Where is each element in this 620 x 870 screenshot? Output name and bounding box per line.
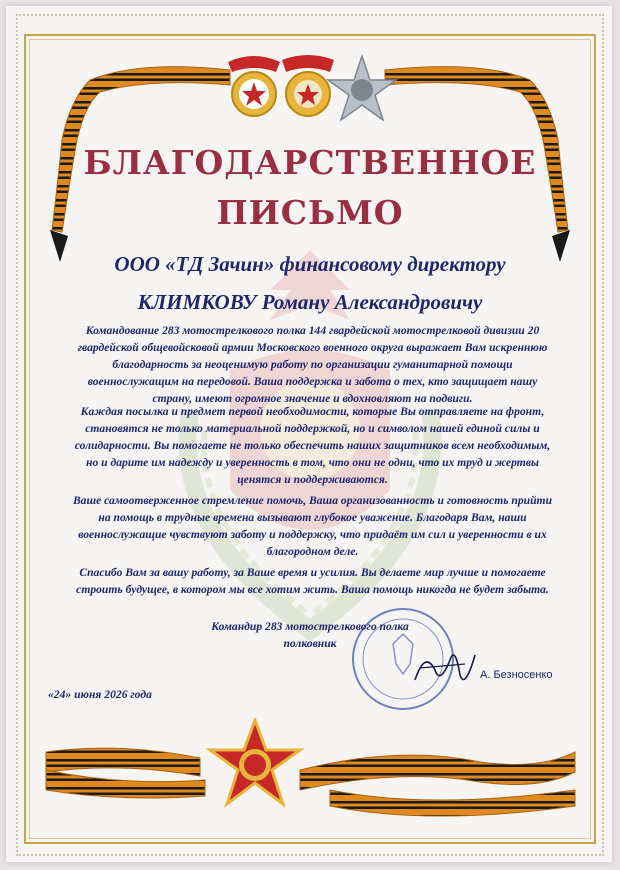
recipient-company: ООО «ТД Зачин» финансовому директору xyxy=(114,252,506,276)
victory-star-icon xyxy=(205,718,305,808)
top-badges xyxy=(220,50,400,130)
order-suvorov-star-icon xyxy=(328,56,396,120)
signatory-rank: полковник xyxy=(283,637,337,650)
body-paragraph: Каждая посылка и предмет первой необходимости, которые Вы отправляете на фронт, становятся не только материальной поддержкой, но и символом нашей единой силы и солидарности. Вы помогаете не только обеспечить наших защитников всем необходимым, но и дарите им надежду и уверенность в том, что они не одни, что их труд и жертвы ценятся и поддерживаются. xyxy=(74,405,551,486)
document-title-line1: БЛАГОДАРСТВЕННОЕ xyxy=(83,143,537,182)
document-title-line2: ПИСЬМО xyxy=(216,193,404,232)
recipient-name: КЛИМКОВУ Роману Александровичу xyxy=(137,290,483,314)
guards-badge-icon xyxy=(228,56,280,116)
body-paragraph: Командование 283 мотострелкового полка 144 гвардейской мотострелковой дивизии 20 гвардейской общевойсковой армии Московского военного округа выражает Вам искреннюю благодарность за неоценимую работу по организации гуманитарной помощи военнослужащим на передовой. Ваша поддержка и забота о тех, кто защищает нашу страну, имеют огромное значение и вдохновляют на подвиги. xyxy=(77,324,548,405)
signatory-position: Командир 283 мотострелкового полка xyxy=(211,620,409,633)
order-red-banner-icon xyxy=(282,55,334,116)
body-paragraph: Ваше самоотверженное стремление помочь, Ваша организованность и готовность прийти на помощь в трудные времена вызывают глубокое уважение. Благодаря Вам, наши военнослужащие чувствуют заботу и поддержку, что придаёт им сил и уверенности в их благородном деле. xyxy=(72,494,553,558)
body-paragraph: Спасибо Вам за вашу работу, за Ваше время и усилия. Вы делаете мир лучше и помогаете строить будущее, в котором мы все хотим жить. Ваша помощь никогда не будет забыта. xyxy=(76,566,549,596)
handwritten-signature xyxy=(405,640,485,700)
signatory-name: А. Безносенко xyxy=(480,669,553,681)
document-date: «24» июня 2026 года xyxy=(48,688,152,701)
